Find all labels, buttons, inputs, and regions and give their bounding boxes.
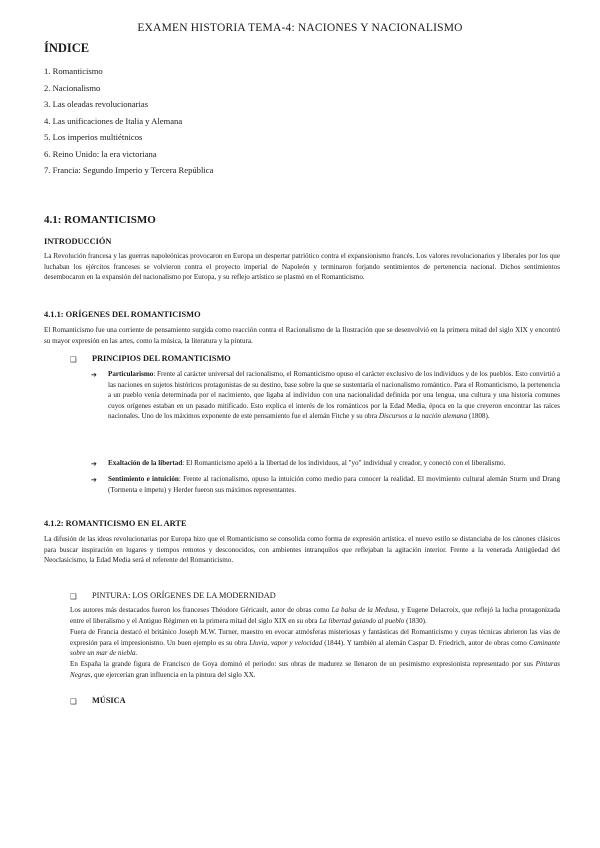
painting-paragraph-2 (70, 627, 560, 659)
bullet-particularismo (108, 369, 560, 422)
toc-item[interactable]: 2. Nacionalismo (44, 82, 101, 93)
bullet-term: Exaltación de la libertad (108, 459, 183, 467)
text: (1830). (404, 616, 427, 625)
origins-paragraph: El Romanticismo fue una corriente de pensamiento surgida como reacción contra el Racionalismo de la Ilustración que se desenvolvió en la primera mitad del siglo XIX y encontró su mayor expresión en las artes, como la música, la literatura y la pintura. (44, 326, 560, 345)
checkbox-bullet-icon: ❑ (70, 697, 77, 706)
intro-paragraph: La Revolución francesa y las guerras napoleónicas provocaron en Europa un despertar patriótico contra el expansionismo francés. Los valores revolucionarios y liberales por los que luchaban los ejércitos franceses se volvieron contra el proyecto imperial de Napoleón y terminaron forjando sentimientos de pertenencia nacional. Dichos sentimientos desembocaron en la expansión del nacionalismo por Europa, y su reflejo artístico se plasmó en el Romanticismo. (44, 252, 560, 282)
bullet-tail: (1808). (467, 412, 490, 421)
section-heading-romanticismo: 4.1: ROMANTICISMO (44, 214, 156, 226)
bullet-sentimiento (108, 474, 560, 495)
bullet-term: Particularismo (108, 370, 154, 378)
bullet-libertad (108, 458, 560, 469)
bullet-italic: Discursos a la nación alemana (378, 412, 468, 421)
painting-paragraph-1 (70, 605, 560, 626)
text: , y Eugene Delacroix, que reflejó la lucha protagonizada entre el liberalismo y el Antiguo Régimen en la primera mitad del siglo XIX en su obra (70, 606, 561, 625)
text: Fuera de Francia destacó el británico Joseph M.W. Turner, maestro en evocar atmósferas misteriosas y fantásticas del Romanticismo y cuyas técnicas abrieron las vías de expresión para el impresionismo. Un buen ejemplo es su obra (70, 628, 560, 647)
arrow-bullet-icon: ➔ (91, 460, 97, 468)
document-title: EXAMEN HISTORIA TEMA-4: NACIONES Y NACIONALISMO (137, 22, 463, 34)
music-heading: MÚSICA (92, 696, 126, 705)
text: , que ejercerían gran influencia en la pintura del siglo XX. (90, 670, 256, 679)
arrow-bullet-icon: ➔ (91, 476, 97, 484)
bullet-text: : El Romanticismo apeló a la libertad de los individuos, al "yo" individual y creador, y conectó con el liberalismo. (182, 459, 506, 467)
intro-heading: INTRODUCCIÓN (44, 237, 112, 246)
toc-item[interactable]: 4. Las unificaciones de Italia y Alemana (44, 115, 183, 126)
artwork-title: La balsa de la Medusa (331, 606, 398, 614)
checkbox-bullet-icon: ❑ (70, 592, 77, 601)
toc-item[interactable]: 7. Francia: Segundo Imperio y Tercera República (44, 165, 214, 175)
toc-item[interactable]: 3. Las oleadas revolucionarias (44, 99, 149, 109)
toc-item[interactable]: 5. Los imperios multiétnicos (44, 132, 143, 142)
artwork-title: Pinturas Negras (70, 660, 560, 679)
artwork-title: Caminante sobre un mar de niebla. (70, 638, 560, 658)
painting-heading: PINTURA: LOS ORÍGENES DE LA MODERNIDAD (92, 591, 276, 600)
table-of-contents (44, 65, 213, 181)
text: (1844). Y también al alemán Caspar D. Friedrich, autor de obras como (322, 638, 529, 647)
arrow-bullet-icon: ➔ (91, 371, 97, 379)
toc-item[interactable]: 1. Romanticismo (44, 66, 103, 76)
origins-heading: 4.1.1: ORÍGENES DEL ROMANTICISMO (44, 310, 201, 319)
toc-item[interactable]: 6. Reino Unido: la era victoriana (44, 148, 157, 159)
artwork-title: Lluvia, vapor y velocidad (249, 638, 323, 647)
art-paragraph: La difusión de las ideas revolucionarias por Europa hizo que el Romanticismo se consolida como forma de expresión artística. el nuevo estilo se distanciaba de los cánones clásicos para buscar inspiración en lugares y tiempos remotos y desconocidos, con ambientes intranquilos que reflejaban la agitación interior. Frente a la venerada Antigüedad del Neoclasicismo, la Edad Media será el referente del Romanticismo. (44, 535, 560, 565)
bullet-term: Sentimiento e intuición (108, 475, 179, 483)
text: Los autores más destacados fueron los franceses Théodore Géricault, autor de obras como (70, 606, 332, 614)
bullet-text: : Frente al racionalismo, opuso la intuición como medio para conocer la realidad. El movimiento cultural alemán Sturm und Drang (Tormenta e ímpetu) y Herder fueron sus máximos representantes. (108, 475, 561, 494)
checkbox-bullet-icon: ❑ (70, 355, 77, 364)
bullet-text: : Frente al carácter universal del racionalismo, el Romanticismo opuso el carácter exclusivo de los individuos y de los pueblos. Esto convirtió a las naciones en sujetos históricos protagonistas de su destino, base sobre la que se sustentaría el nacionalismo romántico. Para el Romanticismo, la pertenencia a un pueblo venía determinada por el nacimiento, que ligaba al individuo con una nacionalidad definida por una lengua, una cultura y una historia comunes cuyos orígenes estaban en un pasado mitificado. Esto explica el interés de los románticos por la Edad Media, época en la que creyeron encontrar las raíces nacionales. Uno de los máximos exponente de este pensamiento fue el alemán Fitche y su obra (108, 370, 560, 421)
art-heading: 4.1.2: ROMANTICISMO EN EL ARTE (44, 519, 187, 528)
principles-heading: PRINCIPIOS DEL ROMANTICISMO (92, 354, 231, 363)
artwork-title: La libertad guiando al pueblo (319, 616, 405, 625)
index-heading: ÍNDICE (44, 41, 90, 55)
painting-paragraph-3 (70, 659, 560, 680)
text: En España la grande figura de Francisco de Goya dominó el periodo: sus obras de madurez se llenaron de un pesimismo expresionista representado por sus (70, 660, 536, 668)
